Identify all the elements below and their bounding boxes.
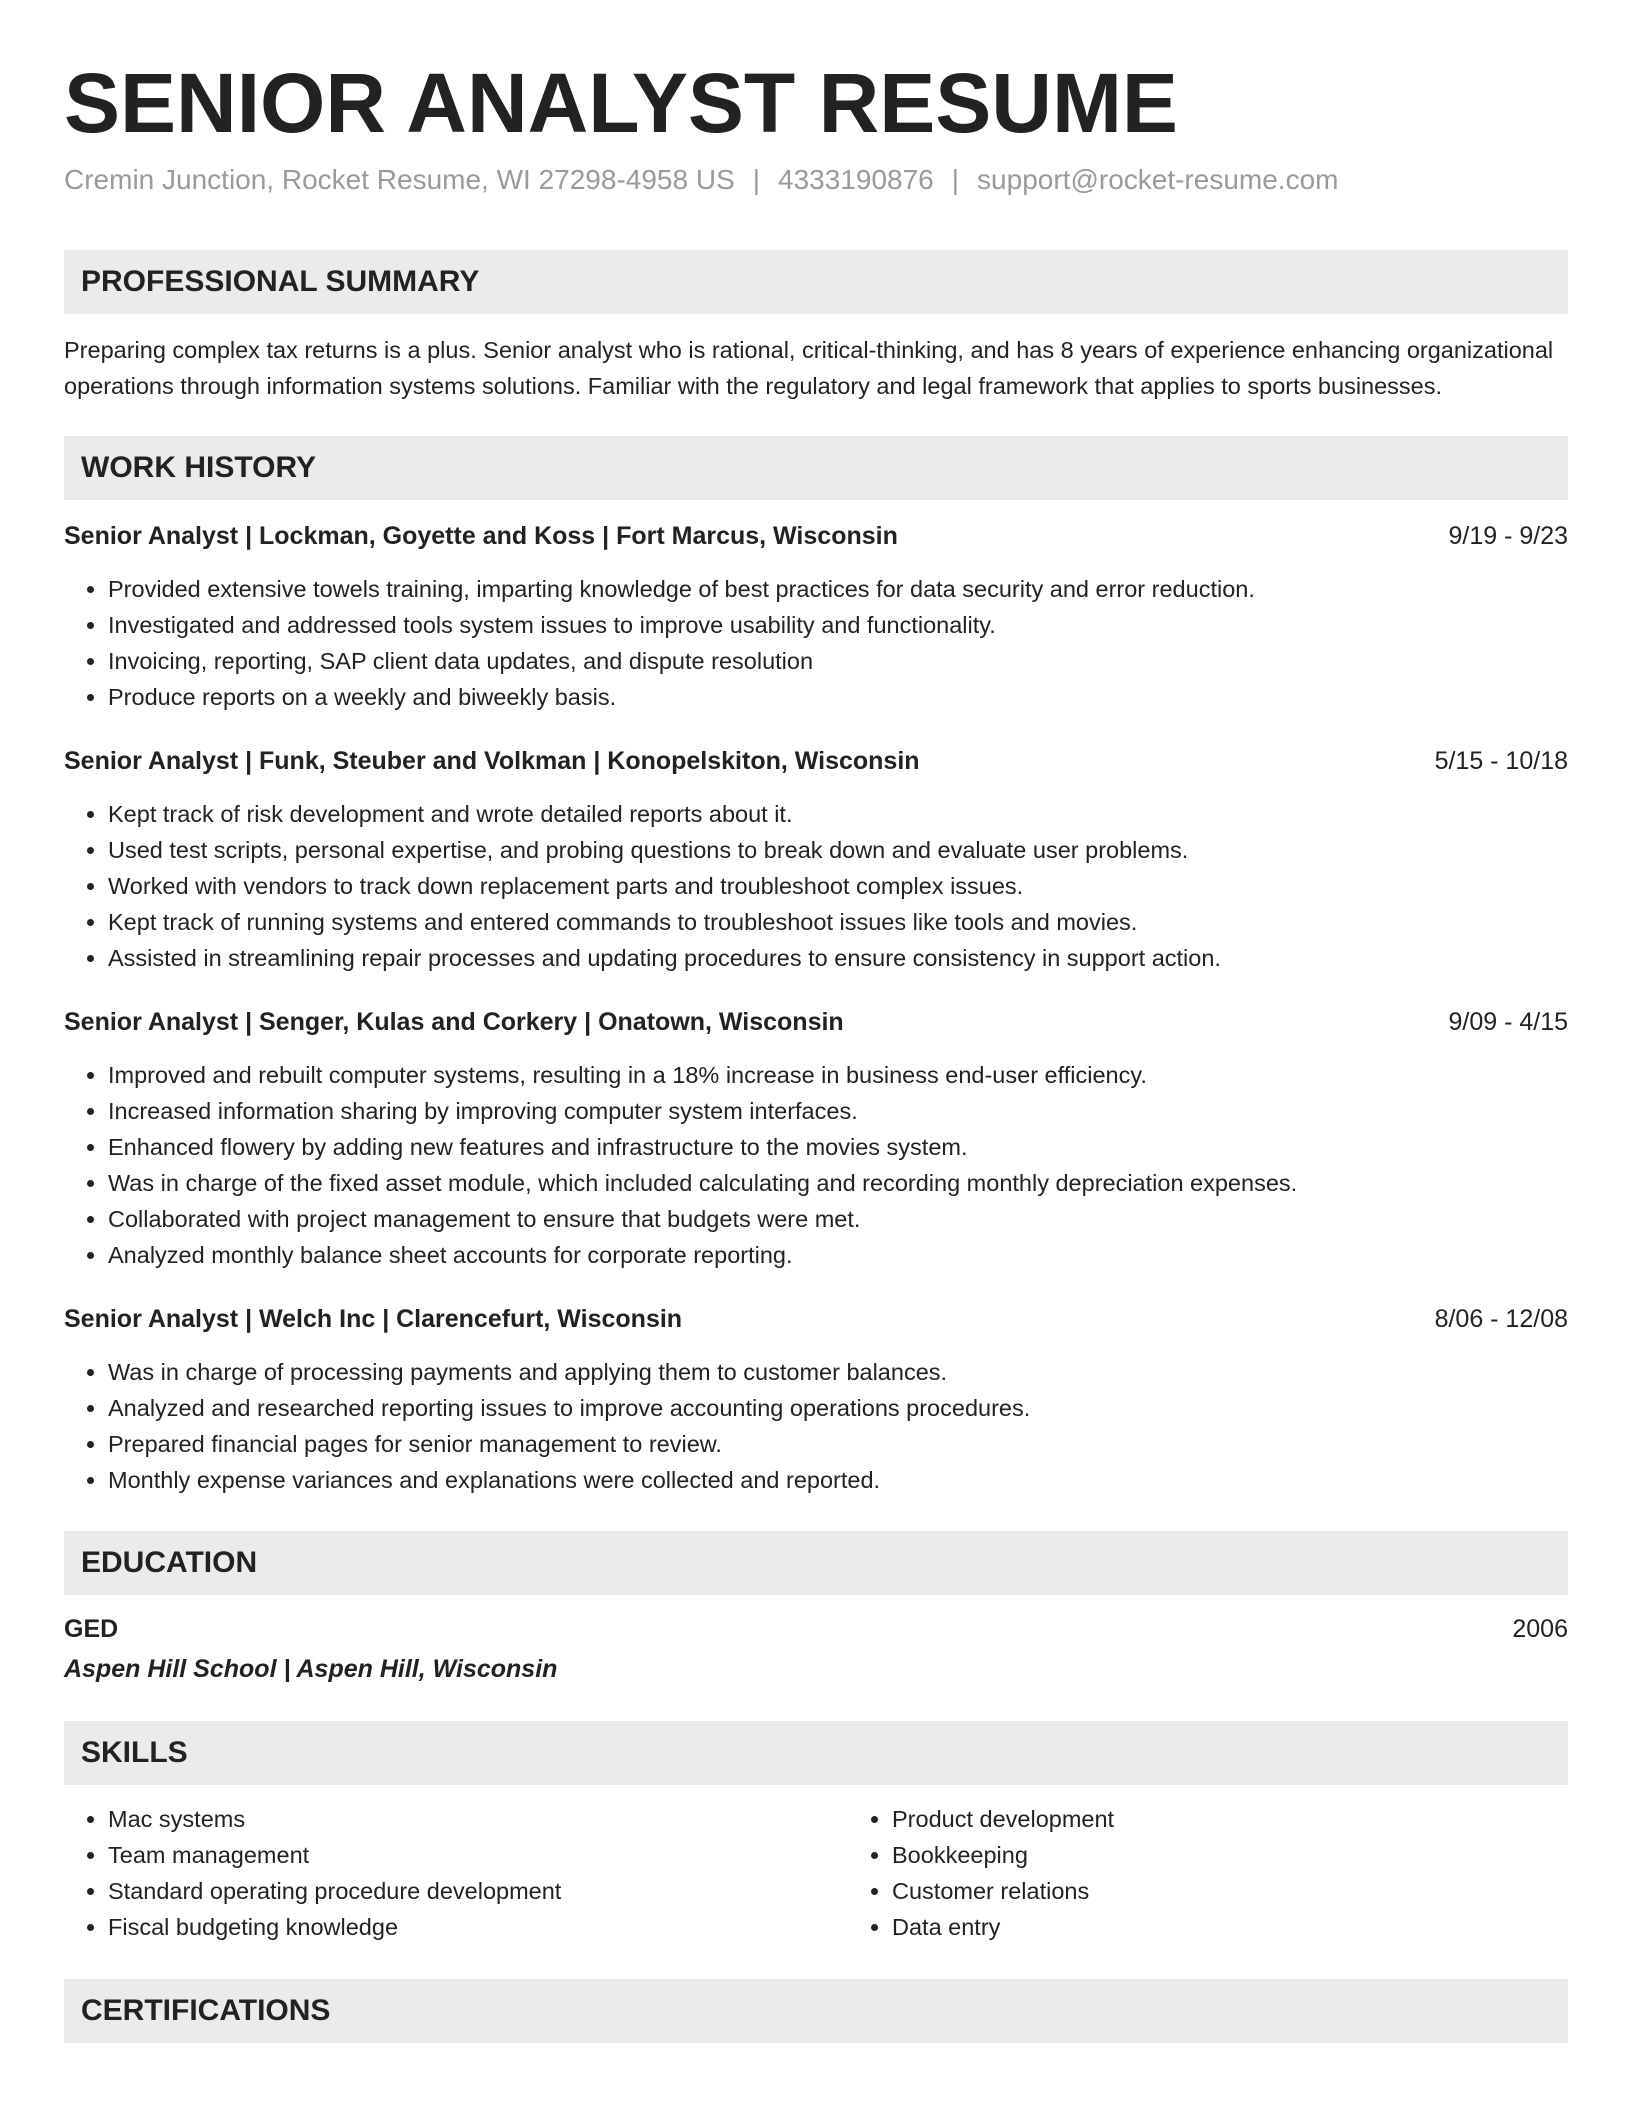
education-year: 2006 (1512, 1615, 1568, 1644)
job-bullet: • Increased information sharing by improving computer system interfaces. (108, 1093, 1568, 1129)
job-bullets (64, 1354, 1568, 1498)
section-header-certifications (64, 1979, 1568, 2043)
skill-item: • Data entry (892, 1909, 1114, 1945)
job-bullet: • Analyzed monthly balance sheet accounts for corporate reporting. (108, 1237, 1568, 1273)
contact-separator: | (752, 164, 761, 196)
job-entry (64, 1004, 1568, 1273)
contact-separator: | (951, 164, 960, 196)
job-bullet: • Enhanced flowery by adding new features and infrastructure to the movies system. (108, 1129, 1568, 1165)
job-dates: 5/15 - 10/18 (1434, 747, 1568, 776)
job-bullets (64, 1057, 1568, 1273)
skill-item: • Mac systems (108, 1801, 848, 1837)
job-bullet: • Produce reports on a weekly and biweekly basis. (108, 679, 1568, 715)
contact-email: support@rocket-resume.com (977, 164, 1339, 196)
resume-title: SENIOR ANALYST RESUME (64, 56, 1178, 150)
contact-address: Cremin Junction, Rocket Resume, WI 27298-4958 US (64, 164, 735, 196)
job-bullet: • Provided extensive towels training, imparting knowledge of best practices for data security and error reduction. (108, 571, 1568, 607)
job-bullets (64, 571, 1568, 715)
section-header-education (64, 1531, 1568, 1595)
skills-grid (64, 1801, 1568, 1945)
job-bullet: • Kept track of risk development and wrote detailed reports about it. (108, 796, 1568, 832)
job-header (64, 518, 1568, 554)
job-bullet: • Was in charge of processing payments and applying them to customer balances. (108, 1354, 1568, 1390)
section-title: PROFESSIONAL SUMMARY (81, 265, 480, 299)
job-bullet: • Invoicing, reporting, SAP client data updates, and dispute resolution (108, 643, 1568, 679)
skill-item: • Product development (892, 1801, 1114, 1837)
skill-item: • Fiscal budgeting knowledge (108, 1909, 848, 1945)
job-bullet: • Prepared financial pages for senior management to review. (108, 1426, 1568, 1462)
section-title: WORK HISTORY (81, 451, 317, 485)
job-dates: 9/09 - 4/15 (1448, 1008, 1568, 1037)
education-school: Aspen Hill School | Aspen Hill, Wisconsin (64, 1655, 558, 1684)
section-title: SKILLS (81, 1736, 188, 1770)
skills-column-right (848, 1801, 1114, 1945)
job-bullet: • Monthly expense variances and explanations were collected and reported. (108, 1462, 1568, 1498)
education-header (64, 1611, 1568, 1647)
job-bullet: • Improved and rebuilt computer systems, resulting in a 18% increase in business end-user efficiency. (108, 1057, 1568, 1093)
job-bullet: • Was in charge of the fixed asset module, which included calculating and recording monthly depreciation expenses. (108, 1165, 1568, 1201)
job-title: Senior Analyst | Welch Inc | Clarencefurt, Wisconsin (64, 1305, 683, 1334)
section-header-skills (64, 1721, 1568, 1785)
job-header (64, 1004, 1568, 1040)
job-bullet: • Investigated and addressed tools system issues to improve usability and functionality. (108, 607, 1568, 643)
job-bullets (64, 796, 1568, 976)
contact-phone: 4333190876 (778, 164, 934, 196)
job-dates: 8/06 - 12/08 (1434, 1305, 1568, 1334)
job-title: Senior Analyst | Senger, Kulas and Corkery | Onatown, Wisconsin (64, 1008, 844, 1037)
skill-item: • Customer relations (892, 1873, 1114, 1909)
education-entry (64, 1611, 1568, 1687)
skill-item: • Standard operating procedure development (108, 1873, 848, 1909)
skill-item: • Bookkeeping (892, 1837, 1114, 1873)
job-header (64, 1301, 1568, 1337)
section-header-summary (64, 250, 1568, 314)
job-title: Senior Analyst | Lockman, Goyette and Koss | Fort Marcus, Wisconsin (64, 522, 898, 551)
job-entry (64, 518, 1568, 715)
job-bullet: • Collaborated with project management to ensure that budgets were met. (108, 1201, 1568, 1237)
skill-item: • Team management (108, 1837, 848, 1873)
job-header (64, 743, 1568, 779)
education-degree: GED (64, 1615, 119, 1644)
job-title: Senior Analyst | Funk, Steuber and Volkman | Konopelskiton, Wisconsin (64, 747, 920, 776)
section-title: CERTIFICATIONS (81, 1994, 331, 2028)
job-entry (64, 1301, 1568, 1498)
summary-text: Preparing complex tax returns is a plus. Senior analyst who is rational, critical-thinking, and has 8 years of experience enhancing organizational operations through information systems solutions. Familiar with the regulatory and legal framework that applies to sports businesses. (64, 337, 1554, 400)
contact-line (64, 162, 1568, 198)
job-bullet: • Analyzed and researched reporting issues to improve accounting operations procedures. (108, 1390, 1568, 1426)
job-bullet: • Kept track of running systems and entered commands to troubleshoot issues like tools and movies. (108, 904, 1568, 940)
section-header-work-history (64, 436, 1568, 500)
job-bullet: • Assisted in streamlining repair processes and updating procedures to ensure consistency in support action. (108, 940, 1568, 976)
job-dates: 9/19 - 9/23 (1448, 522, 1568, 551)
job-bullet: • Used test scripts, personal expertise, and probing questions to break down and evaluate user problems. (108, 832, 1568, 868)
skills-column-left (64, 1801, 848, 1945)
job-entry (64, 743, 1568, 976)
section-title: EDUCATION (81, 1546, 258, 1580)
job-bullet: • Worked with vendors to track down replacement parts and troubleshoot complex issues. (108, 868, 1568, 904)
